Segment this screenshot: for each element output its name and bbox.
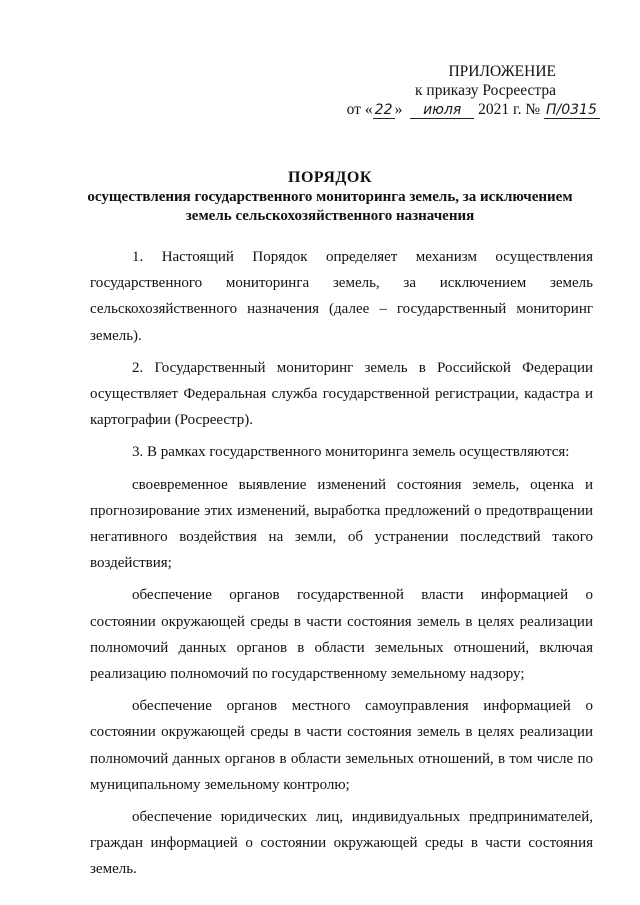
paragraph: обеспечение органов государственной власти информацией о состоянии окружающей среды в части состояния земель в целях реализации полномочий данных органов в области земельных отношений, включая реализацию полномочий по государственному земельному надзору; xyxy=(90,587,593,683)
document-heading xyxy=(60,168,600,226)
annex-subtitle: к приказу Росреестра xyxy=(415,82,556,99)
paragraph: обеспечение органов местного самоуправления информацией о состоянии окружающей среды в части состояния земель в целях реализации полномочий данных органов в области земельных отношений, в том числе по муниципальному земельному контролю; xyxy=(90,698,593,793)
annex-block xyxy=(347,62,600,119)
annex-title: ПРИЛОЖЕНИЕ xyxy=(448,63,556,80)
heading-title: ПОРЯДОК xyxy=(288,169,372,186)
year-text: 2021 г. № xyxy=(478,101,541,118)
annex-date-line xyxy=(347,100,600,119)
paragraph: 3. В рамках государственного мониторинга земель осуществляются: xyxy=(132,444,570,461)
handwritten-day: 22 xyxy=(373,103,395,119)
document-body xyxy=(90,244,593,889)
date-mid: » xyxy=(394,101,403,118)
paragraph: обеспечение юридических лиц, индивидуальных предпринимателей, граждан информацией о состоянии окружающей среды в части состояния земель. xyxy=(90,809,593,878)
paragraph: 1. Настоящий Порядок определяет механизм осуществления государственного мониторинга земель, за исключением земель сельскохозяйственного назначения (далее – государственный мониторинг земель). xyxy=(90,249,593,344)
handwritten-month: июля xyxy=(410,103,474,119)
paragraph: 2. Государственный мониторинг земель в Российской Федерации осуществляет Федеральная служба государственной регистрации, кадастра и картографии (Росреестр). xyxy=(90,359,593,429)
heading-subtitle-line-1: осуществления государственного мониторинга земель, за исключением xyxy=(87,189,573,205)
date-prefix: от « xyxy=(346,101,373,118)
handwritten-order-number: П/0315 xyxy=(544,103,600,119)
paragraph: своевременное выявление изменений состояния земель, оценка и прогнозирование этих изменений, выработка предложений о предотвращении негативного воздействия на земли, об устранении последствий такого воздействия; xyxy=(90,476,593,572)
heading-subtitle-line-2: земель сельскохозяйственного назначения xyxy=(185,208,475,224)
